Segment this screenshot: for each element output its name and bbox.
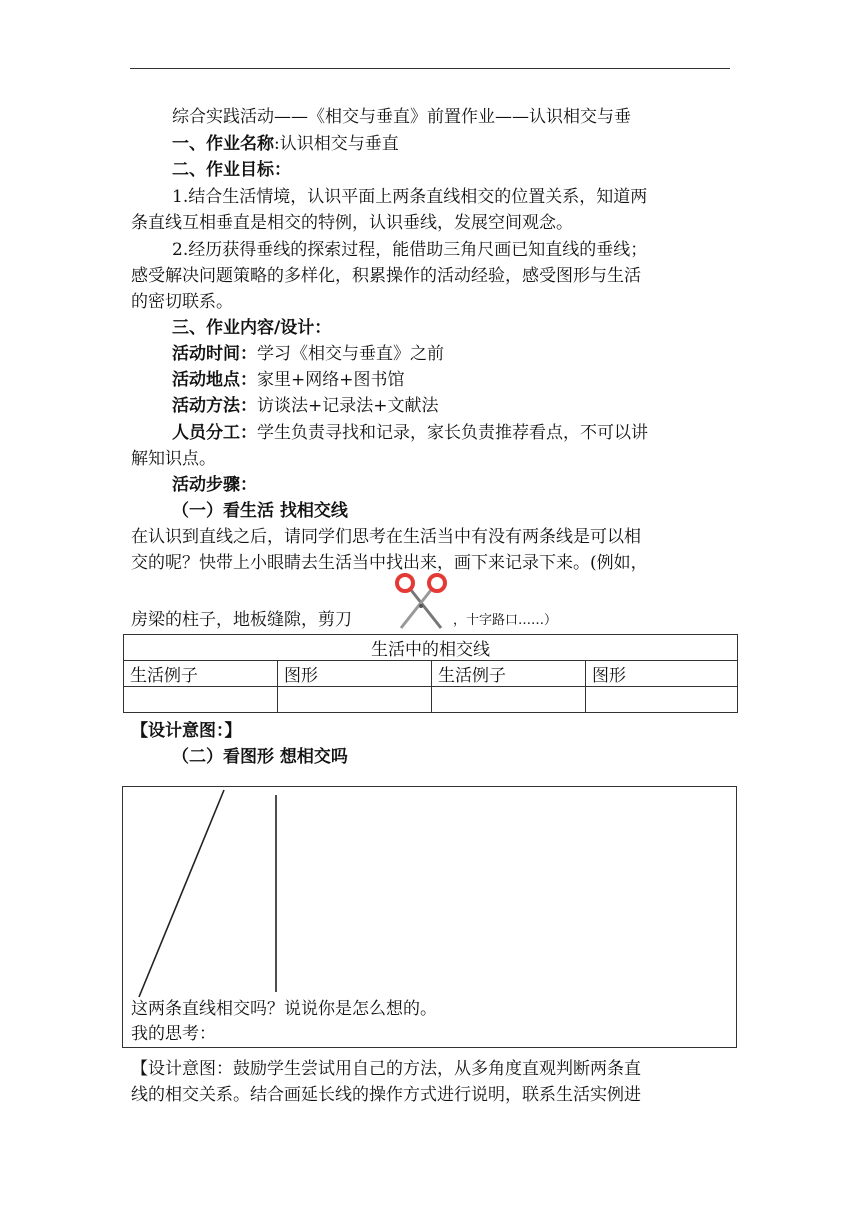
section-1 <box>172 131 399 157</box>
table-header-cell: 图形 <box>586 661 738 687</box>
goal-2-line-3: 的密切联系。 <box>131 292 233 312</box>
table-header-row <box>124 661 738 687</box>
figure-question: 这两条直线相交吗？说说你是怎么想的。 <box>131 999 437 1019</box>
table-title: 生活中的相交线 <box>124 635 738 661</box>
activity-time-value: 学习《相交与垂直》之前 <box>257 344 444 364</box>
staff-division-line-2: 解知识点。 <box>131 449 216 469</box>
section-2-label: 二、作业目标： <box>172 160 291 180</box>
table-header-cell: 生活例子 <box>432 661 586 687</box>
activity-time <box>172 341 444 367</box>
goal-2-line-1: 2.经历获得垂线的探索过程，能借助三角尺画已知直线的垂线； <box>172 240 648 260</box>
table-title-row <box>124 635 738 661</box>
header-rule <box>130 68 730 69</box>
slanted-line <box>139 790 224 997</box>
section-1-label: 一、作业名称 <box>172 134 274 154</box>
step-1-line-2: 交的呢？快带上小眼睛去生活当中找出来，画下来记录下来。(例如， <box>131 553 648 573</box>
table-cell[interactable] <box>432 687 586 713</box>
staff-division-label: 人员分工： <box>172 423 257 443</box>
section-1-value: :认识相交与垂直 <box>274 134 399 154</box>
design-intent-2-line-1: 【设计意图：鼓励学生尝试用自己的方法，从多角度直观判断两条直 <box>131 1059 641 1079</box>
staff-division-value: 学生负责寻找和记录，家长负责推荐看点，不可以讲 <box>257 423 648 443</box>
staff-division <box>172 420 648 446</box>
scissors-icon <box>393 572 449 632</box>
step-1-line-3a: 房梁的柱子，地板缝隙，剪刀 <box>131 610 352 630</box>
activity-method-label: 活动方法： <box>172 396 257 416</box>
figure-answer-label: 我的思考： <box>131 1024 216 1044</box>
activity-method <box>172 393 439 419</box>
intersecting-lines-table <box>123 634 738 713</box>
table-cell[interactable] <box>124 687 278 713</box>
section-3-label: 三、作业内容/设计： <box>172 318 332 338</box>
activity-steps-label: 活动步骤： <box>172 475 257 495</box>
table-cell[interactable] <box>278 687 432 713</box>
activity-place-label: 活动地点： <box>172 370 257 390</box>
design-intent-2-line-2: 线的相交关系。结合画延长线的操作方式进行说明，联系生活实例进 <box>131 1085 641 1105</box>
step-2-title: （二）看图形 想相交吗 <box>172 747 348 767</box>
doc-title: 综合实践活动——《相交与垂直》前置作业——认识相交与垂 <box>172 107 631 127</box>
table-cell[interactable] <box>586 687 738 713</box>
activity-place <box>172 367 405 393</box>
step-1-title: （一）看生活 找相交线 <box>172 501 348 521</box>
table-header-cell: 图形 <box>278 661 432 687</box>
goal-2-line-2: 感受解决问题策略的多样化，积累操作的活动经验，感受图形与生活 <box>131 266 641 286</box>
step-1-line-1: 在认识到直线之后，请同学们思考在生活当中有没有两条线是可以相 <box>131 527 641 547</box>
activity-time-label: 活动时间： <box>172 344 257 364</box>
goal-1-line-1: 1.结合生活情境，认识平面上两条直线相交的位置关系，知道两 <box>172 187 648 207</box>
figure-box <box>122 786 737 1048</box>
step-1-line-3b: ，十字路口……） <box>453 613 558 628</box>
design-intent-1: 【设计意图：】 <box>131 721 242 741</box>
table-row <box>124 687 738 713</box>
goal-1-line-2: 条直线互相垂直是相交的特例，认识垂线，发展空间观念。 <box>131 213 573 233</box>
table-header-cell: 生活例子 <box>124 661 278 687</box>
activity-place-value: 家里+网络+图书馆 <box>257 370 405 390</box>
activity-method-value: 访谈法+记录法+文献法 <box>257 396 439 416</box>
